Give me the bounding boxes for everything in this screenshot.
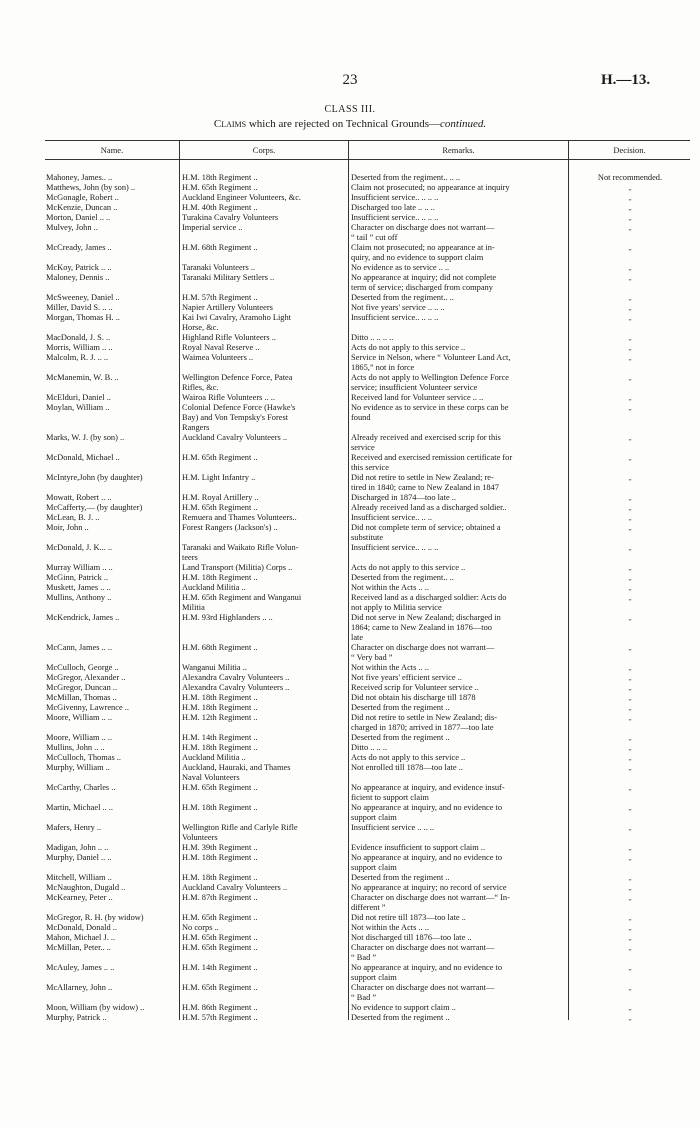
remarks-cell: Ditto .. .. .. .. <box>351 333 394 342</box>
claimant-name: McGinn, Patrick .. <box>46 573 109 582</box>
corps-cell: H.M. 86th Regiment .. <box>182 1003 258 1012</box>
subtitle-continued: continued. <box>440 118 487 130</box>
remarks-cell: No appearance at inquiry, and no evidence to support claim <box>351 853 503 872</box>
corps-cell: Wairoa Rifle Volunteers .. .. <box>182 393 275 402</box>
decision-cell: „ <box>628 494 632 502</box>
claimant-name: McDonald, Donald .. <box>46 923 117 932</box>
remarks-cell: Acts do not apply to this service .. <box>351 343 466 352</box>
claimant-name: Mahoney, James.. .. <box>46 173 113 182</box>
remarks-cell: Deserted from the regiment.. .. <box>351 293 454 302</box>
remarks-cell: Received land as a discharged soldier: Acts do not apply to Militia service <box>351 593 507 612</box>
claimant-name: Morton, Daniel .. .. <box>46 213 111 222</box>
corps-cell: H.M. 65th Regiment .. <box>182 983 258 992</box>
remarks-cell: Character on discharge does not warrant— “ tail ” cut off <box>351 223 495 242</box>
corps-cell: Taranaki Volunteers .. <box>182 263 256 272</box>
corps-cell: Wellington Defence Force, Patea Rifles, &c. <box>182 373 293 392</box>
decision-cell: „ <box>628 884 632 892</box>
decision-cell: „ <box>628 764 632 772</box>
remarks-cell: Not within the Acts .. .. <box>351 923 429 932</box>
corps-cell: H.M. 65th Regiment .. <box>182 783 258 792</box>
header-bottom-rule <box>45 159 690 160</box>
claimant-name: McCann, James .. .. <box>46 643 113 652</box>
decision-cell: „ <box>628 334 632 342</box>
column-divider <box>348 140 349 1020</box>
corps-cell: H.M. 57th Regiment .. <box>182 1013 258 1022</box>
corps-cell: H.M. 65th Regiment .. <box>182 183 258 192</box>
corps-cell: Royal Naval Reserve .. <box>182 343 260 352</box>
corps-cell: Taranaki and Waikato Rifle Volun- teers <box>182 543 299 562</box>
remarks-cell: Deserted from the regiment .. <box>351 733 450 742</box>
claimant-name: McNaughton, Dugald .. <box>46 883 126 892</box>
decision-cell: „ <box>628 924 632 932</box>
page-number: 23 <box>342 72 358 88</box>
decision-cell: „ <box>628 594 632 602</box>
remarks-cell: Deserted from the regiment .. <box>351 873 450 882</box>
decision-cell: „ <box>628 544 632 552</box>
decision-cell: „ <box>628 354 632 362</box>
claimant-name: Morgan, Thomas H. .. <box>46 313 120 322</box>
remarks-cell: Discharged too late .. .. .. <box>351 203 435 212</box>
corps-cell: H.M. 68th Regiment .. <box>182 643 258 652</box>
remarks-cell: No appearance at inquiry, and evidence insuf- ficient to support claim <box>351 783 505 802</box>
decision-cell: „ <box>628 964 632 972</box>
table-top-rule <box>45 140 690 141</box>
decision-cell: „ <box>628 804 632 812</box>
decision-cell: „ <box>628 194 632 202</box>
decision-cell: „ <box>628 344 632 352</box>
decision-cell: „ <box>628 524 632 532</box>
decision-cell: „ <box>628 1004 632 1012</box>
decision-cell: „ <box>628 304 632 312</box>
corps-cell: Remuera and Thames Volunteers.. <box>182 513 297 522</box>
corps-cell: H.M. 65th Regiment and Wanganui Militia <box>182 593 302 612</box>
claimant-name: Mahon, Michael J. .. <box>46 933 116 942</box>
claimant-name: McLean, B. J. .. <box>46 513 100 522</box>
remarks-cell: No appearance at inquiry, and no evidence to support claim <box>351 803 503 822</box>
decision-cell: „ <box>628 1014 632 1022</box>
corps-cell: H.M. Royal Artillery .. <box>182 493 259 502</box>
decision-cell: „ <box>628 224 632 232</box>
table-subtitle <box>0 118 700 130</box>
claimant-name: Moir, John .. <box>46 523 89 532</box>
corps-cell: Alexandra Cavalry Volunteers .. <box>182 673 290 682</box>
decision-cell: „ <box>628 244 632 252</box>
claimant-name: McKoy, Patrick .. .. <box>46 263 112 272</box>
claimant-name: Mitchell, William .. <box>46 873 112 882</box>
corps-cell: Highland Rifle Volunteers .. <box>182 333 276 342</box>
remarks-cell: Deserted from the regiment .. <box>351 703 450 712</box>
corps-cell: Auckland Cavalry Volunteers .. <box>182 883 288 892</box>
decision-cell: „ <box>628 404 632 412</box>
claimant-name: McGonagle, Robert .. <box>46 193 119 202</box>
corps-cell: H.M. 18th Regiment .. <box>182 743 258 752</box>
corps-cell: Auckland Engineer Volunteers, &c. <box>182 193 302 202</box>
claimant-name: Murphy, William .. <box>46 763 110 772</box>
decision-cell: „ <box>628 314 632 322</box>
corps-cell: H.M. 93rd Highlanders .. .. <box>182 613 273 622</box>
decision-cell: „ <box>628 934 632 942</box>
corps-cell: H.M. 65th Regiment .. <box>182 933 258 942</box>
remarks-cell: Did not serve in New Zealand; discharged in 1864; came to New Zealand in 1876—too late <box>351 613 501 642</box>
decision-cell: „ <box>628 294 632 302</box>
corps-cell: H.M. 39th Regiment .. <box>182 843 258 852</box>
remarks-cell: Acts do not apply to Wellington Defence Force service; insufficient Volunteer service <box>351 373 510 392</box>
remarks-cell: Did not obtain his discharge till 1878 <box>351 693 476 702</box>
remarks-cell: Already received and exercised scrip for this service <box>351 433 501 452</box>
claimant-name: Morris, William .. .. <box>46 343 113 352</box>
decision-cell: „ <box>628 434 632 442</box>
decision-cell: „ <box>628 564 632 572</box>
remarks-cell: Did not retire to settle in New Zealand; re- tired in 1840; came to New Zealand in 1847 <box>351 473 499 492</box>
remarks-cell: Character on discharge does not warrant—“ In- different ” <box>351 893 510 912</box>
corps-cell: H.M. 18th Regiment .. <box>182 703 258 712</box>
remarks-cell: Claim not prosecuted; no appearance at in- quiry, and no evidence to support claim <box>351 243 495 262</box>
claimant-name: Murray William .. .. <box>46 563 113 572</box>
remarks-cell: Evidence insufficient to support claim .. <box>351 843 486 852</box>
page-reference: H.—13. <box>601 72 651 88</box>
claimant-name: Moylan, William .. <box>46 403 110 412</box>
corps-cell: H.M. 65th Regiment .. <box>182 913 258 922</box>
remarks-cell: Insufficient service .. .. .. <box>351 823 435 832</box>
column-header-name: Name. <box>100 145 124 155</box>
remarks-cell: Character on discharge does not warrant— “ Bad ” <box>351 983 495 1002</box>
corps-cell: Land Transport (Militia) Corps .. <box>182 563 293 572</box>
remarks-cell: Ditto .. .. .. <box>351 743 388 752</box>
claimant-name: McCafferty,— (by daughter) <box>46 503 143 512</box>
claimant-name: McSweeney, Daniel .. <box>46 293 120 302</box>
decision-cell: „ <box>628 754 632 762</box>
decision-cell: „ <box>628 684 632 692</box>
remarks-cell: Acts do not apply to this service .. <box>351 563 466 572</box>
remarks-cell: Insufficient service.. .. .. .. <box>351 193 439 202</box>
decision-cell: „ <box>628 844 632 852</box>
remarks-cell: Did not complete term of service; obtained a substitute <box>351 523 501 542</box>
remarks-cell: Not enrolled till 1878—too late .. <box>351 763 463 772</box>
corps-cell: Auckland Cavalry Volunteers .. <box>182 433 288 442</box>
decision-cell: „ <box>628 374 632 382</box>
corps-cell: H.M. Light Infantry .. <box>182 473 256 482</box>
decision-cell: „ <box>628 664 632 672</box>
corps-cell: Auckland Militia .. <box>182 753 246 762</box>
remarks-cell: Not within the Acts .. .. <box>351 663 429 672</box>
claimant-name: Martin, Michael .. .. <box>46 803 113 812</box>
subtitle-main: which are rejected on Technical Grounds— <box>246 118 440 130</box>
decision-cell: „ <box>628 394 632 402</box>
corps-cell: H.M. 18th Regiment .. <box>182 573 258 582</box>
decision-cell: „ <box>628 184 632 192</box>
claimant-name: Marks, W. J. (by son) .. <box>46 433 125 442</box>
corps-cell: No corps .. <box>182 923 219 932</box>
claimant-name: McGregor, Duncan .. <box>46 683 118 692</box>
remarks-cell: Insufficient service.. .. .. <box>351 513 433 522</box>
remarks-cell: Claim not prosecuted; no appearance at inquiry <box>351 183 510 192</box>
claimant-name: Mulvey, John .. <box>46 223 98 232</box>
claimant-name: Mullins, Anthony .. <box>46 593 112 602</box>
column-header-corps: Corps. <box>252 145 276 155</box>
corps-cell: H.M. 68th Regiment .. <box>182 243 258 252</box>
decision-cell: „ <box>628 514 632 522</box>
corps-cell: H.M. 14th Regiment .. <box>182 963 258 972</box>
remarks-cell: Not within the Acts .. .. <box>351 583 429 592</box>
corps-cell: Auckland Militia .. <box>182 583 246 592</box>
decision-cell: „ <box>628 894 632 902</box>
corps-cell: Alexandra Cavalry Volunteers .. <box>182 683 290 692</box>
remarks-cell: Already received land as a discharged soldier.. <box>351 503 507 512</box>
decision-cell: „ <box>628 694 632 702</box>
decision-cell: „ <box>628 214 632 222</box>
corps-cell: H.M. 18th Regiment .. <box>182 173 258 182</box>
decision-cell: „ <box>628 734 632 742</box>
corps-cell: H.M. 18th Regiment .. <box>182 693 258 702</box>
remarks-cell: No evidence as to service .. .. <box>351 263 450 272</box>
remarks-cell: Not five years' efficient service .. <box>351 673 462 682</box>
claimant-name: McGivenny, Lawrence .. <box>46 703 129 712</box>
claimant-name: Miller, David S. .. .. <box>46 303 113 312</box>
subtitle-lead: Claims <box>213 118 247 130</box>
corps-cell: Auckland, Hauraki, and Thames Naval Volunteers <box>182 763 291 782</box>
claimant-name: MacDonald, J. S. .. <box>46 333 111 342</box>
remarks-cell: No appearance at inquiry; did not complete term of service; discharged from company <box>351 273 497 292</box>
decision-cell: „ <box>628 614 632 622</box>
claimant-name: McCready, James .. <box>46 243 112 252</box>
corps-cell: Turakina Cavalry Volunteers <box>182 213 279 222</box>
corps-cell: H.M. 12th Regiment .. <box>182 713 258 722</box>
remarks-cell: Received land for Volunteer service .. .. <box>351 393 484 402</box>
claimant-name: Malcolm, R. J. .. .. <box>46 353 109 362</box>
decision-cell: „ <box>628 644 632 652</box>
claimant-name: McKendrick, James .. <box>46 613 120 622</box>
remarks-cell: Did not retire till 1873—too late .. <box>351 913 466 922</box>
claimant-name: Moore, William .. .. <box>46 733 113 742</box>
decision-cell: „ <box>628 274 632 282</box>
claimant-name: McDonald, J. K... .. <box>46 543 113 552</box>
decision-cell: „ <box>628 454 632 462</box>
remarks-cell: No evidence to support claim .. <box>351 1003 456 1012</box>
column-divider <box>568 140 569 1020</box>
decision-cell: „ <box>628 584 632 592</box>
class-title: CLASS III. <box>324 104 376 115</box>
decision-cell: „ <box>628 714 632 722</box>
remarks-cell: Acts do not apply to this service .. <box>351 753 466 762</box>
remarks-cell: No appearance at inquiry; no record of service <box>351 883 507 892</box>
claimant-name: McDonald, Michael .. <box>46 453 120 462</box>
remarks-cell: Not discharged till 1876—too late .. <box>351 933 472 942</box>
decision-cell: „ <box>628 784 632 792</box>
decision-cell: „ <box>628 204 632 212</box>
decision-cell: Not recommended. <box>597 173 663 182</box>
remarks-cell: No evidence as to service in these corps can be found <box>351 403 509 422</box>
claimant-name: Muskett, James .. .. <box>46 583 111 592</box>
claimant-name: Mullins, John .. .. <box>46 743 105 752</box>
claimant-name: Matthews, John (by son) .. <box>46 183 136 192</box>
decision-cell: „ <box>628 704 632 712</box>
remarks-cell: Received scrip for Volunteer service .. <box>351 683 479 692</box>
column-divider <box>179 140 180 1020</box>
claimant-name: McAuley, James .. .. <box>46 963 115 972</box>
remarks-cell: Deserted from the regiment.. .. .. <box>351 173 461 182</box>
remarks-cell: Insufficient service.. .. .. .. <box>351 213 439 222</box>
remarks-cell: No appearance at inquiry, and no evidence to support claim <box>351 963 503 982</box>
claimant-name: McAllarney, John .. <box>46 983 113 992</box>
remarks-cell: Deserted from the regiment.. .. <box>351 573 454 582</box>
claimant-name: Moore, William .. .. <box>46 713 113 722</box>
column-header-decision: Decision. <box>613 145 646 155</box>
claimant-name: McMillan, Thomas .. <box>46 693 117 702</box>
corps-cell: H.M. 18th Regiment .. <box>182 873 258 882</box>
claimant-name: Mowatt, Robert .. .. <box>46 493 112 502</box>
corps-cell: H.M. 14th Regiment .. <box>182 733 258 742</box>
corps-cell: H.M. 65th Regiment .. <box>182 503 258 512</box>
claimant-name: Moon, William (by widow) .. <box>46 1003 145 1012</box>
corps-cell: H.M. 18th Regiment .. <box>182 853 258 862</box>
decision-cell: „ <box>628 744 632 752</box>
claimant-name: Murphy, Daniel .. .. <box>46 853 112 862</box>
corps-cell: Colonial Defence Force (Hawke's Bay) and Von Tempsky's Forest Rangers <box>182 403 296 432</box>
claimant-name: McCulloch, George .. <box>46 663 119 672</box>
remarks-cell: Discharged in 1874—too late .. <box>351 493 456 502</box>
corps-cell: Imperial service .. <box>182 223 243 232</box>
decision-cell: „ <box>628 874 632 882</box>
corps-cell: Napier Artillery Volunteers <box>182 303 273 312</box>
remarks-cell: Character on discharge does not warrant— “ Bad ” <box>351 943 495 962</box>
claimant-name: McCarthy, Charles .. <box>46 783 116 792</box>
decision-cell: „ <box>628 504 632 512</box>
remarks-cell: Character on discharge does not warrant— “ Very bad ” <box>351 643 495 662</box>
corps-cell: H.M. 57th Regiment .. <box>182 293 258 302</box>
claimant-name: Madigan, John .. .. <box>46 843 109 852</box>
remarks-cell: Not five years' service .. .. .. <box>351 303 445 312</box>
corps-cell: Kai Iwi Cavalry, Aramoho Light Horse, &c. <box>182 313 292 332</box>
corps-cell: H.M. 87th Regiment .. <box>182 893 258 902</box>
decision-cell: „ <box>628 824 632 832</box>
claimant-name: Maloney, Dennis .. <box>46 273 110 282</box>
claimant-name: Mafers, Henry .. <box>46 823 102 832</box>
remarks-cell: Deserted from the regiment .. <box>351 1013 450 1022</box>
column-header-remarks: Remarks. <box>442 145 475 155</box>
remarks-cell: Insufficient service.. .. .. .. <box>351 543 439 552</box>
decision-cell: „ <box>628 574 632 582</box>
remarks-cell: Received and exercised remission certificate for this service <box>351 453 513 472</box>
corps-cell: H.M. 40th Regiment .. <box>182 203 258 212</box>
claimant-name: McGregor, Alexander .. <box>46 673 126 682</box>
corps-cell: Waimea Volunteers .. <box>182 353 254 362</box>
decision-cell: „ <box>628 264 632 272</box>
claimant-name: McElduri, Daniel .. <box>46 393 111 402</box>
claimant-name: McKenzie, Duncan .. <box>46 203 118 212</box>
corps-cell: Wellington Rifle and Carlyle Rifle Volunteers <box>182 823 298 842</box>
decision-cell: „ <box>628 474 632 482</box>
claimant-name: McMillan, Peter.. .. <box>46 943 111 952</box>
remarks-cell: Did not retire to settle in New Zealand; dis- charged in 1870; arrived in 1877—too late <box>351 713 498 732</box>
decision-cell: „ <box>628 854 632 862</box>
decision-cell: „ <box>628 944 632 952</box>
corps-cell: Taranaki Military Settlers .. <box>182 273 275 282</box>
claimant-name: McGregor, R. H. (by widow) <box>46 913 144 922</box>
remarks-cell: Insufficient service.. .. .. .. <box>351 313 439 322</box>
decision-cell: „ <box>628 984 632 992</box>
corps-cell: H.M. 65th Regiment .. <box>182 453 258 462</box>
claimant-name: McKearney, Peter .. <box>46 893 113 902</box>
decision-cell: „ <box>628 914 632 922</box>
remarks-cell: Service in Nelson, where “ Volunteer Land Act, 1865,” not in force <box>351 353 511 372</box>
decision-cell: „ <box>628 674 632 682</box>
corps-cell: H.M. 65th Regiment .. <box>182 943 258 952</box>
corps-cell: H.M. 18th Regiment .. <box>182 803 258 812</box>
corps-cell: Wanganui Militia .. <box>182 663 247 672</box>
claimant-name: McIntyre,John (by daughter) <box>46 473 143 482</box>
claimant-name: McCulloch, Thomas .. <box>46 753 121 762</box>
claimant-name: McManemin, W. B. .. <box>46 373 119 382</box>
claimant-name: Murphy, Patrick .. <box>46 1013 107 1022</box>
corps-cell: Forest Rangers (Jackson's) .. <box>182 523 278 532</box>
